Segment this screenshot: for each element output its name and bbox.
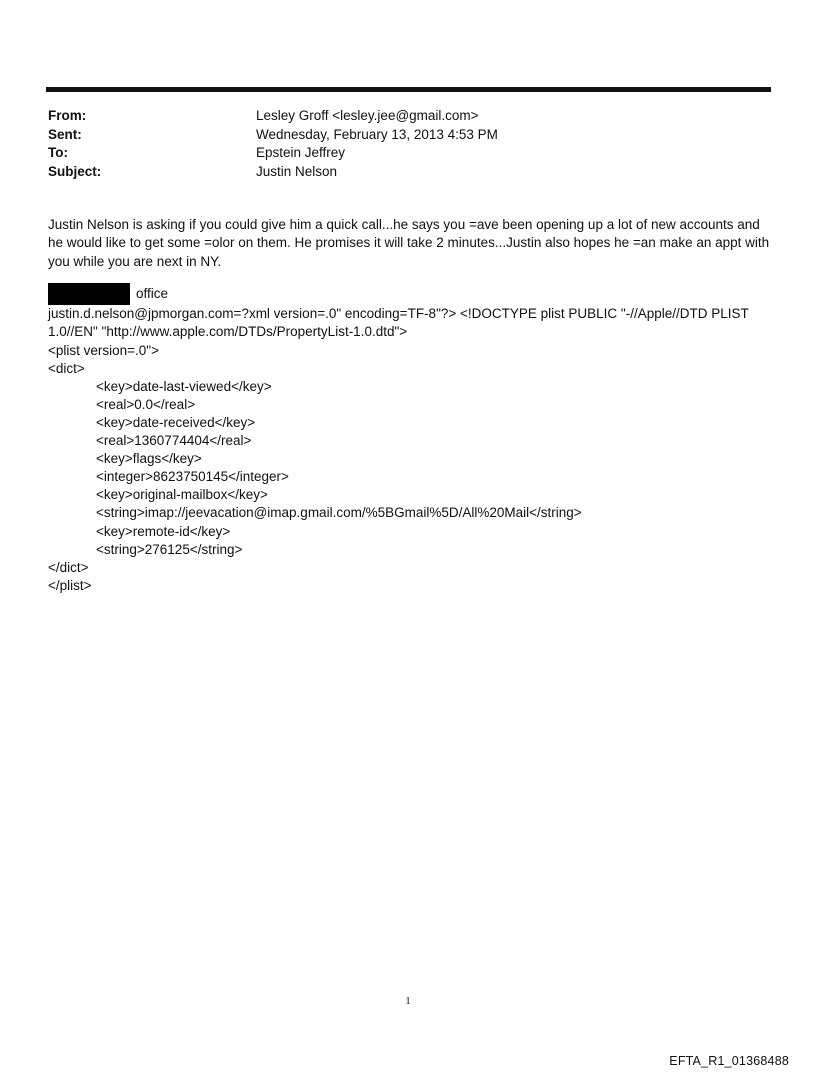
sent-row	[48, 126, 768, 145]
from-value: Lesley Groff <lesley.jee@gmail.com>	[256, 108, 479, 123]
subject-label: Subject:	[48, 163, 102, 179]
plist-line: </plist>	[48, 577, 92, 593]
bates-number: EFTA_R1_01368488	[669, 1054, 789, 1068]
from-label: From:	[48, 108, 87, 123]
email-header	[48, 107, 768, 181]
plist-line: <plist version=.0">	[48, 342, 159, 358]
signature-block	[48, 283, 778, 595]
to-row	[48, 144, 768, 163]
plist-line: <key>date-received</key>	[96, 414, 256, 430]
plist-line: <string>276125</string>	[96, 541, 243, 557]
email-line: justin.d.nelson@jpmorgan.com=?xml version=.0" encoding=TF-8"?> <!DOCTYPE plist PUBLIC "-//Apple//DTD PLIST 1.0//EN" "http://www.apple.com/DTDs/PropertyList-1.0.dtd">	[48, 306, 749, 340]
plist-line: <key>original-mailbox</key>	[96, 487, 268, 503]
subject-row	[48, 163, 768, 182]
plist-line: </dict>	[48, 559, 89, 575]
plist-line: <string>imap://jeevacation@imap.gmail.com/%5BGmail%5D/All%20Mail</string>	[96, 505, 582, 521]
plist-block	[48, 342, 778, 595]
office-line	[48, 283, 778, 305]
plist-line: <key>date-last-viewed</key>	[96, 378, 272, 394]
header-divider	[46, 87, 771, 92]
from-row	[48, 107, 768, 126]
to-label: To:	[48, 145, 68, 160]
plist-line: <key>flags</key>	[96, 451, 202, 467]
redaction-box	[48, 283, 130, 305]
to-value: Epstein Jeffrey	[256, 145, 346, 160]
plist-line: <integer>8623750145</integer>	[96, 469, 289, 485]
sent-label: Sent:	[48, 126, 82, 142]
page-number: 1	[405, 995, 411, 1007]
email-body: Justin Nelson is asking if you could give him a quick call...he says you =ave been opening up a lot of new accounts and he would like to get some =olor on them. He promises it will take 2 minutes...Justin also hopes he =an make an appt with you while you are next in NY.	[48, 217, 770, 269]
plist-line: <key>remote-id</key>	[96, 523, 231, 539]
sent-value: Wednesday, February 13, 2013 4:53 PM	[256, 126, 498, 142]
plist-line: <real>0.0</real>	[96, 396, 196, 412]
subject-value: Justin Nelson	[256, 163, 338, 179]
office-label: office	[136, 285, 169, 301]
plist-line: <real>1360774404</real>	[96, 433, 252, 449]
plist-line: <dict>	[48, 360, 85, 376]
